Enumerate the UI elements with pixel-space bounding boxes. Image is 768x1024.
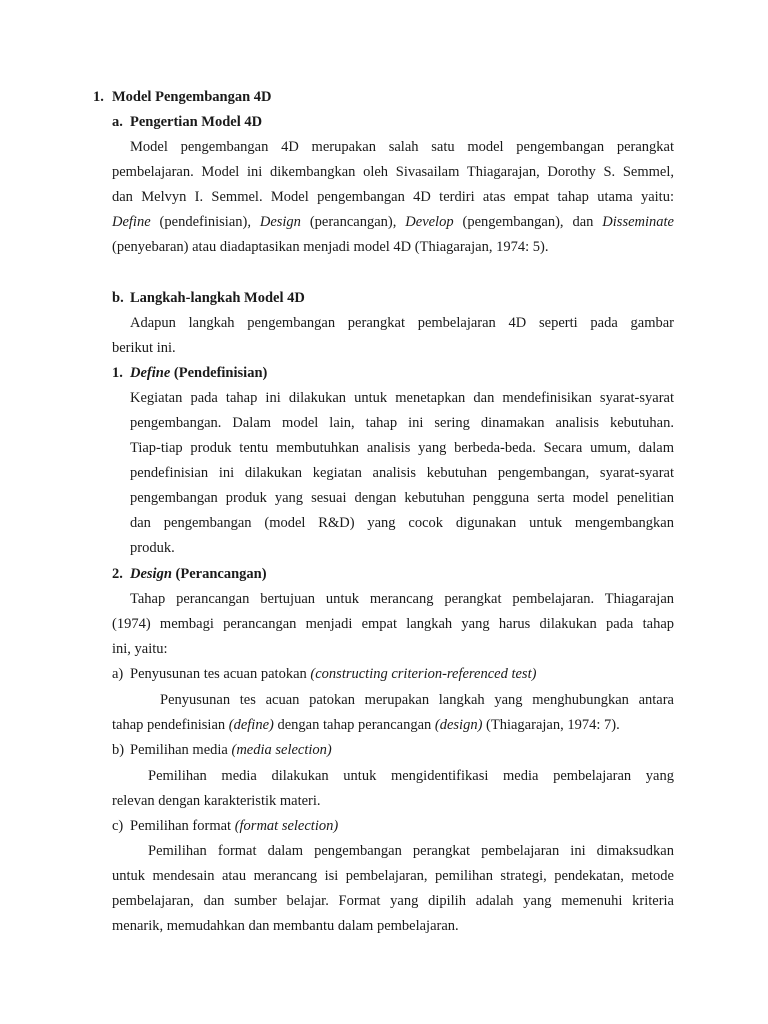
term-disseminate: Disseminate xyxy=(602,214,674,230)
section-number: 1. xyxy=(93,89,104,105)
list-label: b) xyxy=(112,742,125,758)
list-label: a) xyxy=(112,666,124,682)
step-title: (Perancangan) xyxy=(171,566,267,582)
step-number: 2. xyxy=(112,566,123,582)
paragraph-line: Adapun langkah pengembangan perangkat pembelajaran 4D seperti pada gambar xyxy=(130,315,674,331)
paragraph-line: menarik, memudahkan dan membantu dalam pembelajaran. xyxy=(112,918,459,934)
step-heading xyxy=(130,364,267,382)
step-term: Define xyxy=(130,365,171,381)
paragraph-line: dan pengembangan (model R&D) yang cocok digunakan untuk mengembangkan xyxy=(130,515,674,531)
list-heading-term: (media selection) xyxy=(231,742,332,758)
paragraph-line: (penyebaran) atau diadaptasikan menjadi model 4D (Thiagarajan, 1974: 5). xyxy=(112,239,549,255)
list-heading-text: Penyusunan tes acuan patokan xyxy=(130,666,311,682)
paragraph-line: pembelajaran. Model ini dikembangkan oleh Sivasailam Thiagarajan, Dorothy S. Semmel, xyxy=(112,164,674,180)
paragraph-line: pendefinisian ini dilakukan kegiatan analisis kebutuhan pengembangan, syarat-syarat xyxy=(130,465,674,481)
paragraph-line: pengembangan. Dalam model lain, tahap ini sering dinamakan analisis kebutuhan. xyxy=(130,415,674,431)
step-number: 1. xyxy=(112,365,123,381)
paragraph-line xyxy=(112,716,620,734)
step-heading xyxy=(130,565,267,583)
paragraph-line: Penyusunan tes acuan patokan merupakan langkah yang menghubungkan antara xyxy=(160,692,674,708)
text-run: tahap pendefinisian xyxy=(112,717,229,733)
paragraph-line: Pemilihan format dalam pengembangan perangkat pembelajaran ini dimaksudkan xyxy=(148,843,674,859)
subsection-label: a. xyxy=(112,114,123,130)
term-design: , Design xyxy=(247,214,301,230)
paragraph-line xyxy=(112,213,674,231)
paragraph-line: pengembangan produk yang sesuai dengan kebutuhan pengguna serta model penelitian xyxy=(130,490,674,506)
term-develop-gloss: (pengembangan), dan xyxy=(453,214,603,230)
term-define: Define xyxy=(112,214,151,230)
paragraph-line: (1974) membagi perancangan menjadi empat langkah yang harus dilakukan pada tahap xyxy=(112,616,674,632)
text-run: dengan tahap perancangan xyxy=(273,717,435,733)
list-heading xyxy=(130,665,536,683)
paragraph-line: Kegiatan pada tahap ini dilakukan untuk menetapkan dan mendefinisikan syarat-syarat xyxy=(130,390,674,406)
paragraph-line: untuk mendesain atau merancang isi pembelajaran, pemilihan strategi, pendekatan, metode xyxy=(112,868,674,884)
step-term: Design xyxy=(130,566,172,582)
list-heading-term: (format selection) xyxy=(234,818,339,834)
list-heading-text: Pemilihan format xyxy=(130,818,235,834)
paragraph-line: berikut ini. xyxy=(112,340,176,356)
term-design: (design) xyxy=(434,717,483,733)
paragraph-line: Model pengembangan 4D merupakan salah satu model pengembangan perangkat xyxy=(130,139,674,155)
term-design-gloss: (perancangan), xyxy=(300,214,406,230)
list-heading-text: Pemilihan media xyxy=(130,742,232,758)
paragraph-line: ini, yaitu: xyxy=(112,641,168,657)
paragraph-line: dan Melvyn I. Semmel. Model pengembangan 4D terdiri atas empat tahap utama yaitu: xyxy=(112,189,674,205)
section-heading: Model Pengembangan 4D xyxy=(112,89,272,105)
subsection-heading: Pengertian Model 4D xyxy=(130,114,263,130)
step-title: (Pendefinisian) xyxy=(170,365,268,381)
term-develop: Develop xyxy=(405,214,454,230)
subsection-heading: Langkah-langkah Model 4D xyxy=(130,290,305,306)
list-heading-term: (constructing criterion-referenced test) xyxy=(310,666,537,682)
list-heading xyxy=(130,817,338,835)
text-run: (Thiagarajan, 1974: 7). xyxy=(482,717,620,733)
term-define-gloss: (pendefinisian) xyxy=(150,214,248,230)
paragraph-line: relevan dengan karakteristik materi. xyxy=(112,793,321,809)
paragraph-line: Tiap-tiap produk tentu membutuhkan analisis yang berbeda-beda. Secara umum, dalam xyxy=(130,440,674,456)
list-heading xyxy=(130,741,332,759)
term-define: (define) xyxy=(228,717,274,733)
paragraph-line: Tahap perancangan bertujuan untuk merancang perangkat pembelajaran. Thiagarajan xyxy=(130,591,674,607)
paragraph-line: Pemilihan media dilakukan untuk mengidentifikasi media pembelajaran yang xyxy=(148,768,674,784)
list-label: c) xyxy=(112,818,124,834)
paragraph-line: produk. xyxy=(130,540,175,556)
paragraph-line: pembelajaran, dan sumber belajar. Format yang dipilih adalah yang memenuhi kriteria xyxy=(112,893,674,909)
subsection-label: b. xyxy=(112,290,124,306)
